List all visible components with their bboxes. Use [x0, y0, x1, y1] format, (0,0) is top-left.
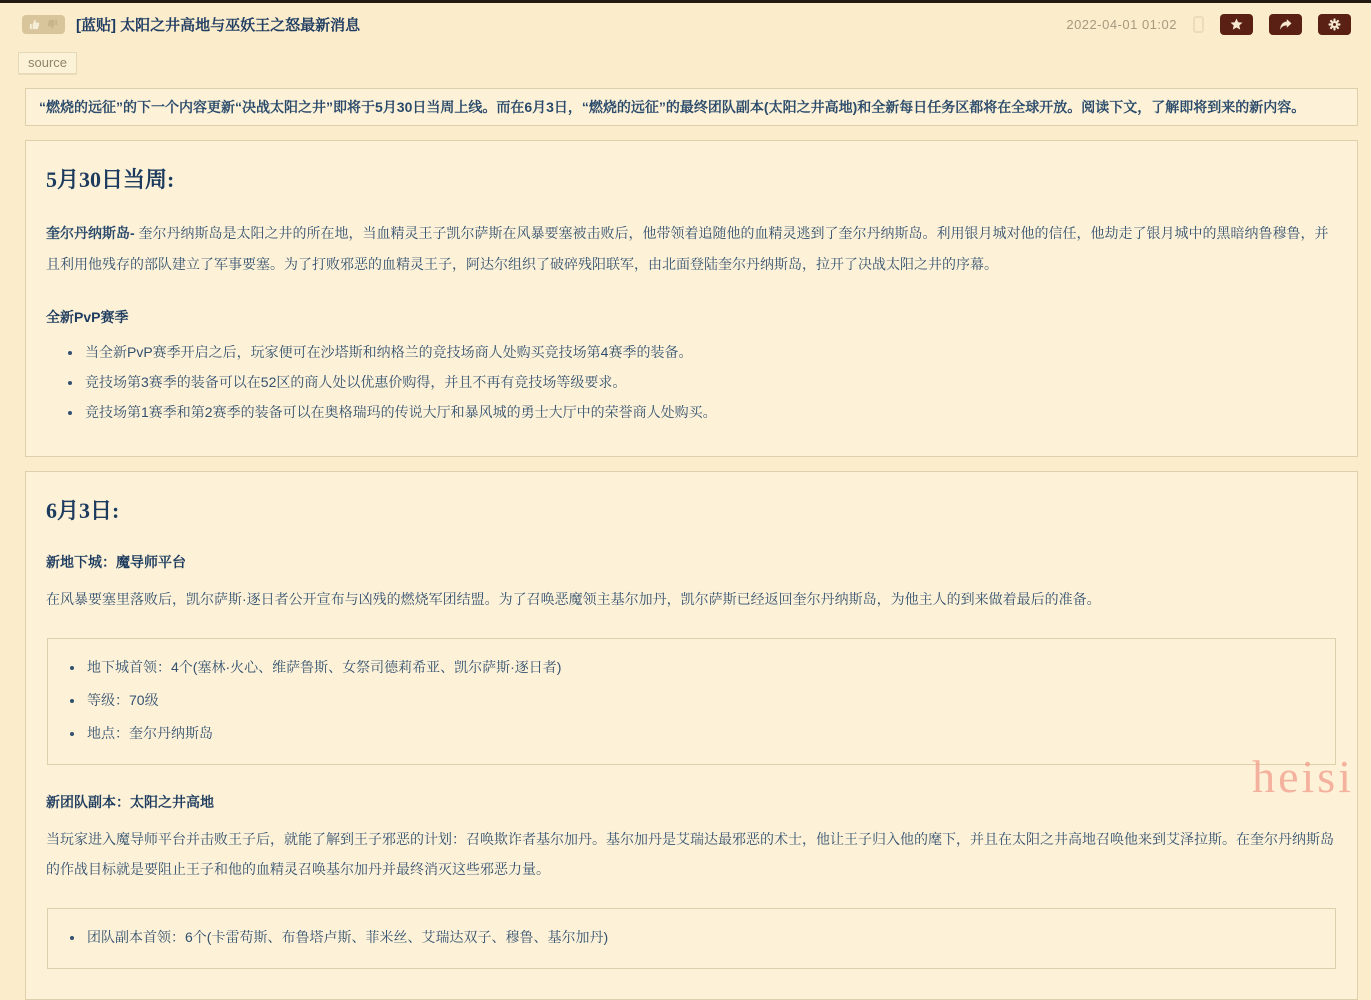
thumbs-down-icon[interactable]	[47, 19, 58, 30]
section-heading-june3: 6月3日:	[46, 498, 120, 523]
section-may30	[25, 140, 1358, 457]
star-icon	[1230, 18, 1243, 31]
list-item: • 当全新PvP赛季开启之后，玩家便可在沙塔斯和纳格兰的竞技场商人处购买竞技场第4赛季的装备。	[83, 342, 1337, 362]
share-button[interactable]	[1269, 14, 1302, 35]
source-row	[0, 35, 1371, 74]
post-title[interactable]: [蓝贴] 太阳之井高地与巫妖王之怒最新消息	[76, 17, 361, 34]
subheading-new-raid: 新团队副本：太阳之井高地	[46, 794, 214, 810]
paragraph-new-dungeon: 在风暴要塞里落败后，凯尔萨斯·逐日者公开宣布与凶残的燃烧军团结盟。为了召唤恶魔领主基尔加丹，凯尔萨斯已经返回奎尔丹纳斯岛，为他主人的到来做着最后的准备。	[46, 591, 1101, 607]
intro-box	[25, 88, 1358, 126]
pvp-season-list	[46, 342, 1337, 422]
watermark: heisi	[1252, 751, 1354, 802]
paragraph-quel-danas: 奎尔丹纳斯岛- 奎尔丹纳斯岛是太阳之井的所在地，当血精灵王子凯尔萨斯在风暴要塞被击败后，他带领着追随他的血精灵逃到了奎尔丹纳斯岛。利用银月城对他的信任，他劫走了银月城中的黑暗纳鲁穆鲁，并且利用他残存的部队建立了军事要塞。为了打败邪恶的血精灵王子，阿达尔组织了破碎残阳联军，由北面登陆奎尔丹纳斯岛，拉开了决战太阳之井的序幕。	[46, 225, 1329, 272]
settings-button[interactable]	[1318, 14, 1351, 35]
favorite-button[interactable]	[1220, 14, 1253, 35]
paragraph-lead-bold: 奎尔丹纳斯岛-	[46, 225, 135, 241]
list-item: • 地下城首领：4个(塞林·火心、维萨鲁斯、女祭司德莉希亚、凯尔萨斯·逐日者)	[85, 657, 1319, 677]
post-header	[0, 3, 1371, 35]
header-actions	[1066, 14, 1351, 35]
paragraph-new-raid: 当玩家进入魔导师平台并击败王子后，就能了解到王子邪恶的计划：召唤欺诈者基尔加丹。基尔加丹是艾瑞达最邪恶的术士，他让王子归入他的麾下，并且在太阳之井高地召唤他来到艾泽拉斯。在奎尔丹纳斯岛的作战目标就是要阻止王子和他的血精灵召唤基尔加丹并最终消灭这些邪恶力量。	[46, 831, 1334, 877]
subheading-new-dungeon: 新地下城：魔导师平台	[46, 554, 186, 570]
section-heading-may30: 5月30日当周:	[46, 167, 175, 192]
list-item: • 竞技场第1赛季和第2赛季的装备可以在奥格瑞玛的传说大厅和暴风城的勇士大厅中的荣誉商人处购买。	[83, 402, 1337, 422]
vote-badge[interactable]	[22, 15, 65, 34]
list-item: • 地点：奎尔丹纳斯岛	[85, 723, 1319, 743]
thumbs-up-icon[interactable]	[29, 19, 40, 30]
section-june3	[25, 471, 1358, 1000]
phone-icon[interactable]	[1193, 16, 1204, 33]
source-button[interactable]: source	[18, 52, 77, 74]
share-arrow-icon	[1279, 18, 1292, 31]
post-timestamp: 2022-04-01 01:02	[1066, 17, 1177, 32]
subheading-pvp-season: 全新PvP赛季	[46, 309, 129, 325]
raid-info-box	[47, 908, 1336, 969]
list-item: • 团队副本首领：6个(卡雷苟斯、布鲁塔卢斯、菲米丝、艾瑞达双子、穆鲁、基尔加丹)	[85, 927, 1319, 947]
list-item: • 等级：70级	[85, 690, 1319, 710]
intro-text: “燃烧的远征”的下一个内容更新“决战太阳之井”即将于5月30日当周上线。而在6月3日，“燃烧的远征”的最终团队副本(太阳之井高地)和全新每日任务区都将在全球开放。阅读下文，了解即将到来的新内容。	[39, 99, 1306, 115]
list-item: • 竞技场第3赛季的装备可以在52区的商人处以优惠价购得，并且不再有竞技场等级要求。	[83, 372, 1337, 392]
raid-info-list	[64, 927, 1319, 947]
dungeon-info-list	[64, 657, 1319, 743]
dungeon-info-box	[47, 638, 1336, 765]
gear-icon	[1328, 18, 1341, 31]
